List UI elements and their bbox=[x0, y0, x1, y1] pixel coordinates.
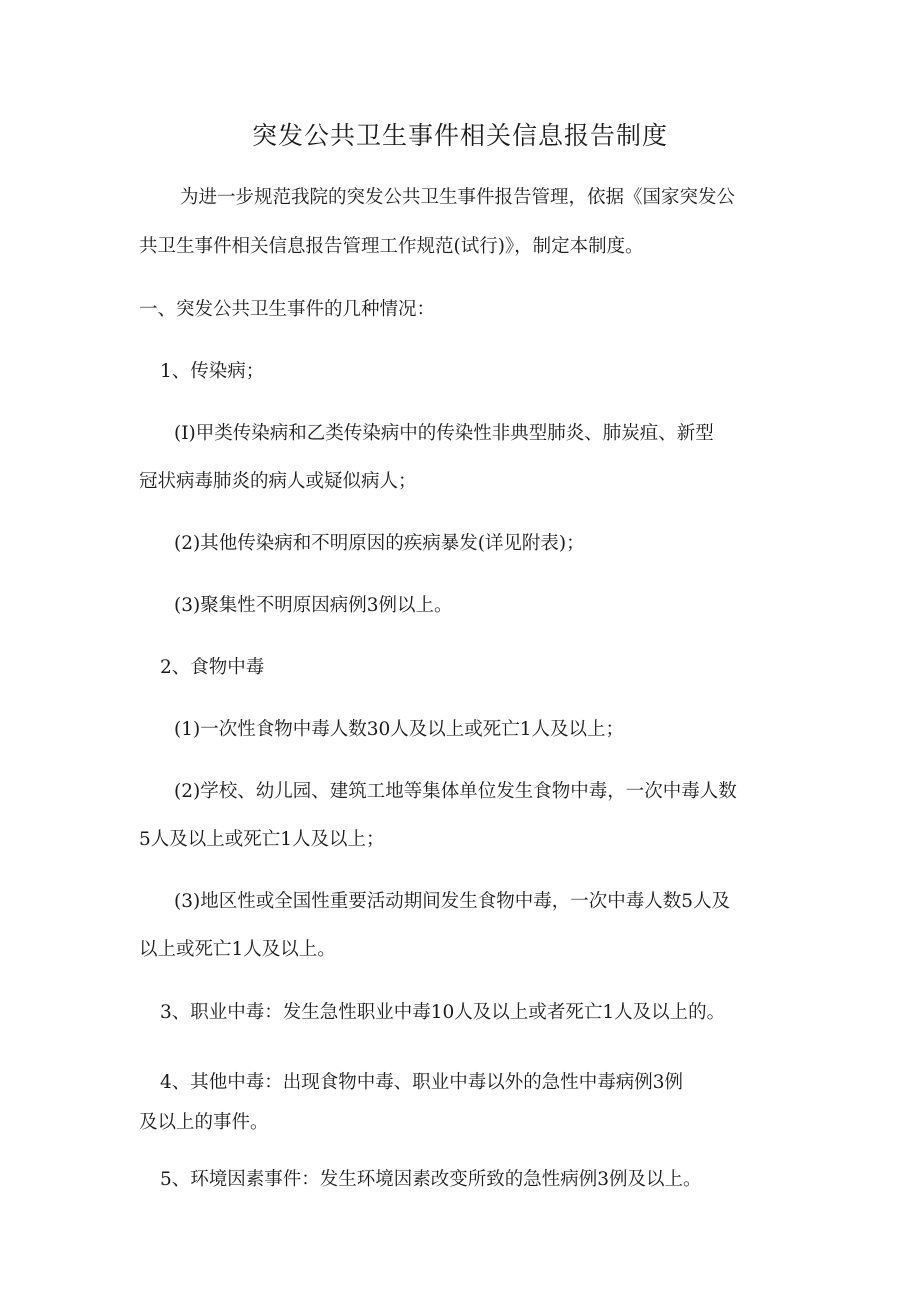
item-1-sub-3: (3)聚集性不明原因病例3例以上。 bbox=[174, 595, 453, 616]
item-4-line-2: 及以上的事件。 bbox=[139, 1112, 269, 1133]
item-2-sub-2-line-1: (2)学校、幼儿园、建筑工地等集体单位发生食物中毒，一次中毒人数 bbox=[174, 781, 737, 802]
intro-line-1: 为进一步规范我院的突发公共卫生事件报告管理，依据《国家突发公 bbox=[180, 187, 736, 208]
document-title: 突发公共卫生事件相关信息报告制度 bbox=[251, 121, 668, 150]
item-2-heading: 2、食物中毒 bbox=[160, 657, 265, 678]
item-1-sub-2: (2)其他传染病和不明原因的疾病暴发(详见附表)； bbox=[174, 533, 585, 554]
item-1-heading: 1、传染病； bbox=[160, 361, 265, 382]
item-2-sub-3-line-2: 以上或死亡1人及以上。 bbox=[139, 939, 336, 960]
item-1-sub-1-line-2: 冠状病毒肺炎的病人或疑似病人； bbox=[139, 471, 417, 492]
item-2-sub-1: (1)一次性食物中毒人数30人及以上或死亡1人及以上； bbox=[174, 719, 625, 740]
section-heading-1: 一、突发公共卫生事件的几种情况： bbox=[139, 299, 436, 320]
item-1-sub-1-line-1: (I)甲类传染病和乙类传染病中的传染性非典型肺炎、肺炭疽、新型 bbox=[174, 423, 714, 444]
item-2-sub-3-line-1: (3)地区性或全国性重要活动期间发生食物中毒，一次中毒人数5人及 bbox=[174, 891, 730, 912]
item-2-sub-2-line-2: 5人及以上或死亡1人及以上； bbox=[139, 829, 385, 850]
intro-line-2: 共卫生事件相关信息报告管理工作规范(试行)》，制定本制度。 bbox=[139, 236, 644, 257]
item-4-line-1: 4、其他中毒：出现食物中毒、职业中毒以外的急性中毒病例3例 bbox=[160, 1072, 684, 1093]
item-3: 3、职业中毒：发生急性职业中毒10人及以上或者死亡1人及以上的。 bbox=[160, 1002, 726, 1023]
item-5: 5、环境因素事件：发生环境因素改变所致的急性病例3例及以上。 bbox=[160, 1169, 702, 1190]
